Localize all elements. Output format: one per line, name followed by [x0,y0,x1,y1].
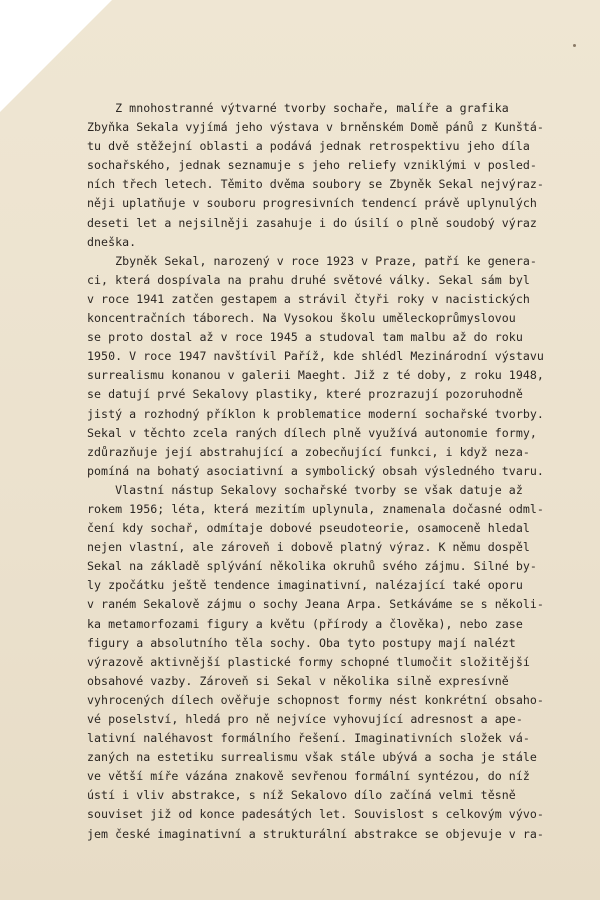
text-line: tu dvě stěžejní oblasti a podává jednak retrospektivu jeho díla [87,139,530,154]
text-line: ve větší míře vázána znakově sevřenou formální syntézou, do níž [87,769,530,784]
text-line: čení kdy sochař, odmítaje dobové pseudoteorie, osamoceně hledal [87,521,530,536]
text-line: surrealismu konanou v galerii Maeght. Již z té doby, z roku 1948, [87,368,544,383]
text-line: Sekal v těchto zcela raných dílech plně využívá autonomie formy, [87,425,537,440]
text-line: Sekal na základě splývání několika okruhů svého zájmu. Silné by- [87,559,537,574]
text-line: 1950. V roce 1947 navštívil Paříž, kde shlédl Mezinárodní výstavu [87,349,544,364]
text-line: Zbyněk Sekal, narozený v roce 1923 v Praze, patří ke genera- [87,253,537,268]
text-line: rokem 1956; léta, která mezitím uplynula, znamenala dočasné odml- [87,501,544,516]
text-line: deseti let a nejsilněji zasahuje i do úsilí o plně soudobý výraz [87,215,537,230]
text-line: jem české imaginativní a strukturální abstrakce se objevuje v ra- [87,826,544,841]
text-line: obsahové vazby. Zároveň si Sekal v několika silně expresívně [87,673,509,688]
text-line: něji uplatňuje v souboru progresivních tendencí právě uplynulých [87,196,537,211]
text-line: ústí i vliv abstrakce, s níž Sekalovo dílo začíná velmi těsně [87,788,516,803]
text-line: zdůrazňuje její abstrahující a zobecňující funkci, i když neza- [87,444,530,459]
document-body [87,99,597,844]
text-line: nejen vlastní, ale zároveň i dobově platný výraz. K němu dospěl [87,540,530,555]
text-line: ly zpočátku ještě tendence imaginativní, nalézající také oporu [87,578,523,593]
text-line: lativní naléhavost formálního řešení. Imaginativních složek vá- [87,731,530,746]
text-line: sochařského, jednak seznamuje s jeho reliefy vzniklými v posled- [87,158,537,173]
text-line: zaných na estetiku surrealismu však stále ubývá a socha je stále [87,750,537,765]
text-line: ci, která dospívala na prahu druhé světové války. Sekal sám byl [87,272,530,287]
text-line: figury a absolutního těla sochy. Oba tyto postupy mají nalézt [87,635,516,650]
text-line: Z mnohostranné výtvarné tvorby sochaře, malíře a grafika [87,101,509,115]
text-line: se datují prvé Sekalovy plastiky, které prozrazují pozoruhodně [87,387,523,402]
text-line: jistý a rozhodný příklon k problematice moderní sochařské tvorby. [87,406,544,421]
text-line: vyhrocených dílech ověřuje schopnost formy nést konkrétní obsaho- [87,692,544,707]
text-line: se proto dostal až v roce 1945 a studoval tam malbu až do roku [87,330,523,345]
text-line: v raném Sekalově zájmu o sochy Jeana Arpa. Setkáváme se s několi- [87,597,544,612]
paper-mark [573,44,576,47]
text-line: Zbyňka Sekala vyjímá jeho výstava v brněnském Domě pánů z Kunštá- [87,120,544,135]
text-line: výrazově aktivnější plastické formy schopné tlumočit složitější [87,654,530,669]
text-line: v roce 1941 zatčen gestapem a strávil čtyři roky v nacistických [87,291,530,306]
text-line: ka metamorfozami figury a květu (přírody a člověka), nebo zase [87,616,523,631]
folded-corner [0,0,112,112]
text-line: vé poselství, hledá pro ně nejvíce vyhovující adresnost a ape- [87,712,523,726]
text-line: koncentračních táborech. Na Vysokou školu uměleckoprůmyslovou [87,311,516,326]
text-line: souviset již od konce padesátých let. Souvislost s celkovým vývo- [87,807,544,822]
text-line: ních třech letech. Těmito dvěma soubory se Zbyněk Sekal nejvýraz- [87,177,544,192]
text-line: pomíná na bohatý asociativní a symbolický obsah výsledného tvaru. [87,463,544,478]
text-line: dneška. [87,234,137,249]
text-line: Vlastní nástup Sekalovy sochařské tvorby se však datuje až [87,482,523,497]
